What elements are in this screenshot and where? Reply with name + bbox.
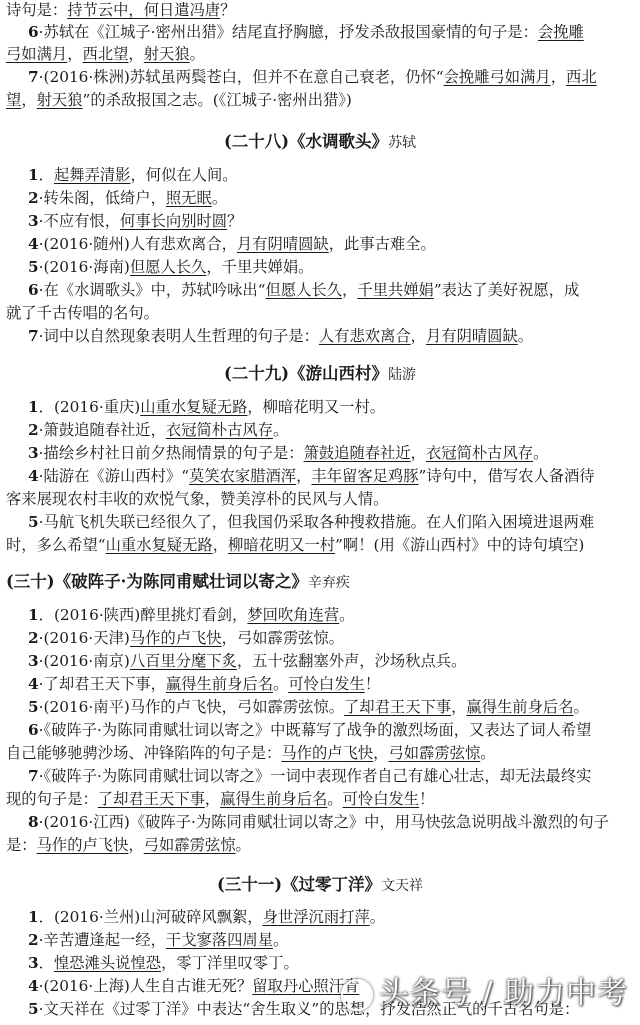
list-item — [0, 674, 640, 695]
text: ·(2016·南平)马作的卢飞快，弓如霹雳弦惊。 — [38, 698, 344, 716]
answer: 人有悲欢离合 — [318, 327, 411, 345]
answer: 射天狼 — [143, 45, 190, 63]
item-number: 2 — [28, 629, 39, 647]
text: ·(2016·天津) — [38, 629, 130, 647]
answer: 持节云中，何日遣冯唐 — [67, 1, 221, 19]
text: ， — [451, 698, 467, 716]
list-item — [0, 651, 640, 672]
text: 。 — [327, 790, 343, 808]
text: ·《破阵子·为陈同甫赋壮词以寄之》中既幕写了战争的激烈场面，又表达了词人希望 — [38, 721, 592, 739]
list-item — [0, 697, 640, 718]
text: 诗句是： — [6, 1, 68, 19]
text: ， — [128, 836, 144, 854]
text: 。 — [533, 444, 549, 462]
item-number: 2 — [28, 189, 39, 207]
text: ， — [410, 327, 426, 345]
section-heading — [0, 362, 640, 387]
text-line — [0, 835, 640, 856]
text: 。 — [273, 421, 289, 439]
answer: 弓如霹雳弦惊 — [388, 744, 481, 762]
text: ·不应有恨， — [38, 212, 121, 230]
answer: 弓如霹雳弦惊 — [143, 836, 236, 854]
answer: 月有阴晴圆缺 — [236, 235, 329, 253]
answer: 照无眠 — [165, 189, 212, 207]
answer: 西北 — [566, 68, 597, 86]
text: ， — [373, 744, 389, 762]
text: ．(2016·重庆) — [38, 398, 141, 416]
answer: 赢得生前身后名 — [165, 675, 273, 693]
text-line — [0, 535, 640, 556]
text: ， — [204, 790, 221, 808]
text: ·陆游在《游山西村》“ — [38, 467, 190, 485]
answer: 千里共婵娟 — [357, 281, 434, 299]
text: ”的杀敌报国之志。(《江城子·密州出猎》) — [82, 91, 352, 109]
answer: 但愿人长久 — [265, 281, 342, 299]
text: ，零丁洋里叹零丁。 — [161, 954, 299, 972]
text: ！ — [364, 675, 381, 693]
item-number: 7 — [28, 327, 39, 345]
list-item — [0, 812, 640, 833]
answer: 西北望 — [82, 45, 129, 63]
text: 是： — [6, 836, 37, 854]
item-number: 4 — [28, 235, 39, 253]
watermark-text: 头条号 / 助力中考 — [378, 976, 628, 1011]
text: ， — [21, 91, 37, 109]
answer: 柳暗花明又一村 — [228, 536, 336, 554]
answer: 会挽雕 — [537, 23, 584, 41]
text: 。 — [211, 189, 228, 207]
text: ·在《水调歌头》中，苏轼吟咏出“ — [38, 281, 266, 299]
item-number: 5 — [28, 698, 39, 716]
text: ，柳暗花明又一村。 — [247, 398, 386, 416]
text: ．(2016·兰州)山河破碎风飘絮， — [38, 908, 263, 926]
item-number: 6 — [28, 721, 39, 739]
text: 。 — [189, 45, 205, 63]
answer: 衣冠简朴古风存 — [425, 444, 534, 462]
item-number: 1 — [28, 908, 39, 926]
answer: 丰年留客足鸡豚 — [311, 467, 419, 485]
text-line — [0, 90, 640, 111]
item-number: 2 — [28, 421, 39, 439]
answer: 干戈寥落四周星 — [165, 931, 273, 949]
text-line — [0, 22, 640, 43]
list-item — [0, 907, 640, 928]
item-number: 4 — [28, 467, 39, 485]
list-item — [0, 420, 640, 441]
item-number: 3 — [28, 652, 39, 670]
section-heading — [0, 570, 640, 595]
item-number: 4 — [28, 977, 39, 995]
text: ，何似在人间。 — [130, 166, 238, 184]
answer: 箫鼓追随春社近 — [303, 444, 411, 462]
answer: 马作的卢飞快 — [129, 629, 222, 647]
text: 就了千古传唱的名句。 — [6, 304, 159, 322]
text: ， — [128, 45, 144, 63]
text-line — [0, 44, 640, 65]
text: ·(2016·南京) — [38, 652, 130, 670]
text: ！ — [419, 790, 435, 808]
item-number: 1 — [28, 606, 39, 624]
list-item — [0, 930, 640, 951]
answer: 赢得生前身后名 — [466, 698, 574, 716]
answer: 梦回吹角连营 — [247, 606, 340, 624]
text: ．(2016·陕西)醉里挑灯看剑， — [38, 606, 248, 624]
answer: 会挽雕弓如满月 — [443, 68, 551, 86]
list-item — [0, 443, 640, 464]
text: 。 — [273, 931, 289, 949]
item-number: 2 — [28, 931, 39, 949]
section-heading — [0, 130, 640, 155]
answer: 射天狼 — [36, 91, 83, 109]
text: 。 — [273, 675, 289, 693]
text: 现的句子是： — [6, 790, 98, 808]
text: 。 — [573, 698, 589, 716]
text-line — [0, 303, 640, 324]
answer: 弓如满月 — [6, 45, 68, 63]
text: 。 — [339, 606, 355, 624]
text: 。 — [235, 836, 251, 854]
section-author: 文天祥 — [381, 878, 424, 894]
answer: 惶恐滩头说惶恐 — [53, 954, 162, 972]
text-line — [0, 0, 640, 21]
text: ·了却君王天下事， — [38, 675, 166, 693]
text-line — [0, 489, 640, 510]
list-item — [0, 766, 640, 787]
section-title: (三十一)《过零丁洋》 — [216, 875, 382, 894]
text-line — [0, 67, 640, 88]
section-author: 苏轼 — [388, 135, 417, 151]
item-number: 3 — [28, 954, 39, 972]
text: ， — [67, 45, 83, 63]
text: ， — [296, 467, 312, 485]
answer: 马作的卢飞快 — [36, 836, 129, 854]
text: ，千里共婵娟。 — [206, 258, 314, 276]
list-item — [0, 211, 640, 232]
text: 。 — [369, 908, 386, 926]
text: ． — [38, 954, 54, 972]
text: ·苏轼在《江城子·密州出猎》结尾直抒胸臆，抒发杀敌报国豪情的句子是： — [38, 23, 538, 41]
answer: 留取丹心照汗青 — [252, 977, 360, 995]
text: ，此事古难全。 — [328, 235, 436, 253]
item-number: 8 — [28, 813, 39, 831]
list-item — [0, 720, 640, 741]
text: ”表达了美好祝愿，成 — [433, 281, 580, 299]
answer: 八百里分麾下炙 — [129, 652, 237, 670]
text: ？ — [220, 1, 236, 19]
text: ·辛苦遭逢起一经， — [38, 931, 166, 949]
text: ， — [212, 536, 229, 554]
text: ·马航飞机失联已经很久了，但我国仍采取各种搜救措施。在人们陷入困境进退两难 — [38, 513, 595, 531]
list-item — [0, 397, 640, 418]
text: 。 — [517, 327, 534, 345]
text: ，五十弦翻塞外声，沙场秋点兵。 — [236, 652, 467, 670]
text-line — [0, 789, 640, 810]
section-heading — [0, 873, 640, 898]
list-item — [0, 234, 640, 255]
text: ·词中以自然现象表明人生哲理的句子是： — [38, 327, 319, 345]
list-item — [0, 326, 640, 347]
text: ， — [410, 444, 426, 462]
answer: 可怜白发生 — [288, 675, 365, 693]
text: ， — [342, 281, 358, 299]
text: ·(2016·海南) — [38, 258, 130, 276]
section-title: (三十)《破阵子·为陈同甫赋壮词以寄之》 — [6, 572, 308, 591]
watermark — [341, 968, 628, 1012]
item-number: 6 — [28, 23, 39, 41]
answer: 山重水复疑无路 — [105, 536, 213, 554]
text: ·箫鼓追随春社近， — [38, 421, 166, 439]
item-number: 3 — [28, 212, 39, 230]
text: ·(2016·随州)人有悲欢离合， — [38, 235, 237, 253]
answer: 何事长向别时圆 — [120, 212, 228, 230]
text: ， — [550, 68, 567, 86]
answer: 起舞弄清影 — [53, 166, 131, 184]
text: ，弓如霹雳弦惊。 — [221, 629, 345, 647]
text: ？ — [227, 212, 243, 230]
answer: 望 — [6, 91, 22, 109]
item-number: 5 — [28, 1000, 39, 1018]
item-number: 1 — [28, 166, 39, 184]
list-item — [0, 257, 640, 278]
item-number: 5 — [28, 513, 39, 531]
text: 自己能够驰骋沙场、冲锋陷阵的句子是： — [6, 744, 282, 762]
answer: 月有阴晴圆缺 — [425, 327, 518, 345]
list-item — [0, 165, 640, 186]
toutiao-logo-icon — [341, 979, 373, 1011]
text-line — [0, 743, 640, 764]
answer: 了却君王天下事 — [344, 698, 452, 716]
item-number: 6 — [28, 281, 39, 299]
answer: 但愿人长久 — [129, 258, 207, 276]
list-item — [0, 512, 640, 533]
text: ”啊！(用《游山西村》中的诗句填空) — [335, 536, 585, 554]
answer: 莫笑农家腊酒浑 — [189, 467, 297, 485]
text: ”诗句中，借写农人备酒待 — [418, 467, 595, 485]
answer: 可怜白发生 — [342, 790, 420, 808]
text: 。 — [480, 744, 496, 762]
text: ·转朱阁，低绮户， — [38, 189, 166, 207]
answer: 马作的卢飞快 — [281, 744, 374, 762]
section-author: 辛弃疾 — [307, 575, 350, 591]
list-item — [0, 280, 640, 301]
answer: 了却君王天下事 — [97, 790, 205, 808]
item-number: 7 — [28, 68, 39, 86]
text: ·(2016·江西)《破阵子·为陈同甫赋壮词以寄之》中，用马快弦急说明战斗激烈的句子 — [38, 813, 609, 831]
item-number: 1 — [28, 398, 39, 416]
list-item — [0, 628, 640, 649]
text: ·《破阵子·为陈同甫赋壮词以寄之》一词中表现作者自己有雄心壮志，却无法最终实 — [38, 767, 592, 785]
list-item — [0, 466, 640, 487]
text: ·描绘乡村社日前夕热闹情景的句子是： — [38, 444, 304, 462]
item-number: 7 — [28, 767, 39, 785]
section-title: (二十九)《游山西村》 — [223, 364, 389, 383]
answer: 衣冠简朴古风存 — [165, 421, 273, 439]
section-author: 陆游 — [388, 367, 417, 383]
text: 客来展现农村丰收的欢悦气象，赞美淳朴的民风与人情。 — [6, 490, 389, 508]
list-item — [0, 188, 640, 209]
answer: 赢得生前身后名 — [220, 790, 328, 808]
section-title: (二十八)《水调歌头》 — [223, 132, 389, 151]
text: ·文天祥在《过零丁洋》中表达“舍生取义”的思想，抒发浩然正气的千古名句是： — [38, 1000, 580, 1018]
text: ·(2016·上海)人生自古谁无死？ — [38, 977, 253, 995]
item-number: 5 — [28, 258, 39, 276]
text: ·(2016·株洲)苏轼虽两鬓苍白，但并不在意自己衰老，仍怀“ — [38, 68, 444, 86]
item-number: 4 — [28, 675, 39, 693]
text: 时，多么希望“ — [6, 536, 106, 554]
answer: 身世浮沉雨打萍 — [262, 908, 370, 926]
list-item — [0, 605, 640, 626]
answer: 山重水复疑无路 — [140, 398, 248, 416]
item-number: 3 — [28, 444, 39, 462]
text: ． — [38, 166, 54, 184]
